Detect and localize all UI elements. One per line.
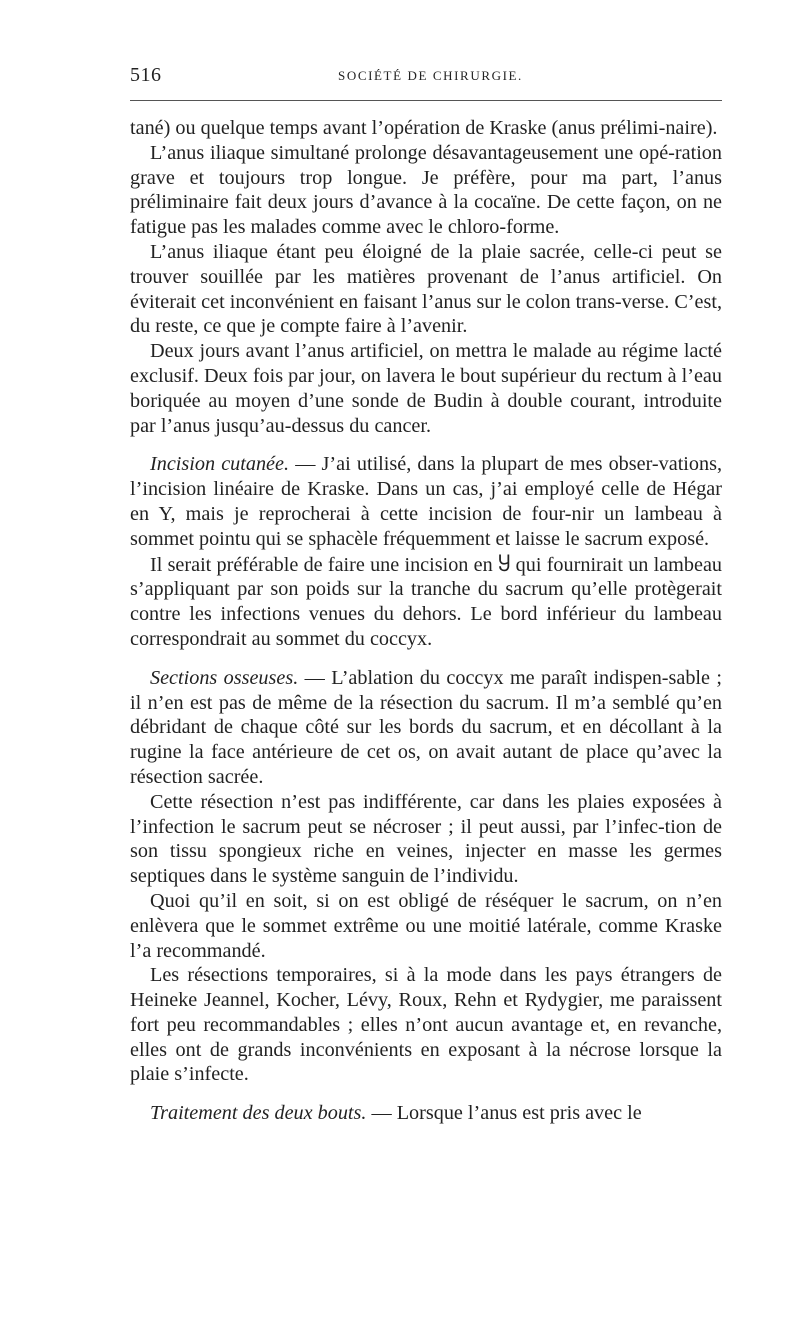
page-number: 516 (130, 64, 162, 86)
journal-title: SOCIÉTÉ DE CHIRURGIE. (338, 68, 523, 83)
paragraph: tané) ou quelque temps avant l’opération de Kraske (anus prélimi-naire). (130, 117, 718, 139)
body-text (130, 116, 722, 1126)
paragraph-sections-osseuses: Sections osseuses. — L’ablation du coccyx me paraît indispen-sable ; il n’en est pas de même de la résection du sacrum. Il m’a semblé qu’en débridant de chaque côté sur les bords du sacrum, et en décollant à la rugine la face antérieure de cet os, on avait autant de place qu’avec la résection sacrée. (130, 666, 722, 788)
book-page (130, 64, 722, 1125)
header-rule (130, 100, 722, 101)
paragraph: Cette résection n’est pas indifférente, car dans les plaies exposées à l’infection le sacrum peut se nécroser ; il peut aussi, par l’infec-tion de son tissu spongieux riche en veines, injecter en masse les germes septiques dans le système sanguin de l’individu. (130, 790, 722, 888)
running-head (130, 64, 722, 92)
paragraph-traitement-des-deux-bouts: Traitement des deux bouts. — Lorsque l’anus est pris avec le (150, 1102, 642, 1125)
paragraph: Deux jours avant l’anus artificiel, on mettra le malade au régime lacté exclusif. Deux fois par jour, on lavera le bout supérieur du rectum à l’eau boriquée au moyen d’une sonde de Budin à double courant, introduite par l’anus jusqu’au-dessus du cancer. (130, 340, 722, 437)
section-heading: Incision cutanée. (150, 453, 290, 476)
y-incision-symbol: Ⴘ (497, 551, 511, 576)
paragraph: L’anus iliaque simultané prolonge désavantageusement une opé-ration grave et toujours trop longue. Je préfère, pour ma part, l’anus préliminaire fait deux jours d’avance à la cocaïne. De cette façon, on ne fatigue pas les malades comme avec le chloro-forme. (130, 141, 722, 239)
paragraph-incision-cutanee: Incision cutanée. — J’ai utilisé, dans la plupart de mes obser-vations, l’incision linéaire de Kraske. Dans un cas, j’ai employé celle de Hégar en Y, mais je reprocherai à cette incision de four-nir un lambeau à sommet pointu qui se sphacèle fréquemment et laisse le sacrum exposé. (130, 453, 722, 550)
paragraph: Les résections temporaires, si à la mode dans les pays étrangers de Heineke Jeannel, Kocher, Lévy, Roux, Rehn et Rydygier, me paraissent fort peu recommandables ; elles n’ont aucun avantage et, en revanche, elles ont de grands inconvénients en exposant à la nécrose lorsque la plaie s’infecte. (130, 964, 722, 1086)
section-heading: Sections osseuses. (150, 666, 299, 689)
paragraph: Il serait préférable de faire une incision en Ⴘ qui fournirait un lambeau s’appliquant par son poids sur la tranche du sacrum qu’elle protègerait contre les infections venues du dehors. Le bord inférieur du lambeau correspondrait au sommet du coccyx. (130, 551, 722, 650)
paragraph: L’anus iliaque étant peu éloigné de la plaie sacrée, celle-ci peut se trouver souillée par les matières provenant de l’anus artificiel. On éviterait cet inconvénient en faisant l’anus sur le colon trans-verse. C’est, du reste, ce que je compte faire à l’avenir. (130, 240, 722, 338)
paragraph: Quoi qu’il en soit, si on est obligé de réséquer le sacrum, on n’en enlèvera que le sommet extrême ou une moitié latérale, comme Kraske l’a recommandé. (130, 889, 722, 962)
section-heading: Traitement des deux bouts. (150, 1102, 367, 1125)
